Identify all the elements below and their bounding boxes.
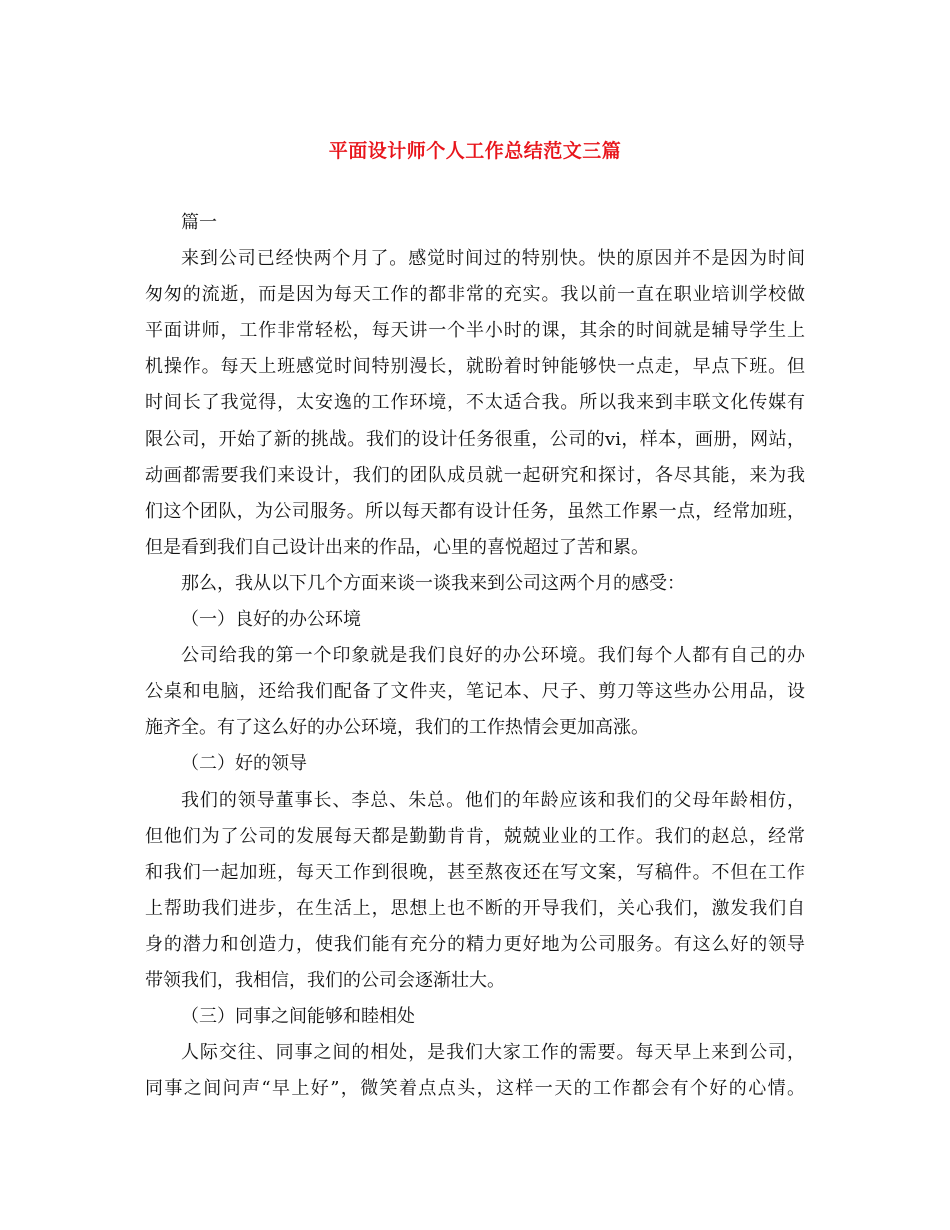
paragraph-line: 们这个团队，为公司服务。所以每天都有设计任务，虽然工作累一点，经常加班， bbox=[145, 500, 805, 522]
paragraph-line: 带领我们，我相信，我们的公司会逐渐壮大。 bbox=[145, 969, 505, 991]
paragraph-line: 匆匆的流逝，而是因为每天工作的都非常的充实。我以前一直在职业培训学校做 bbox=[145, 284, 805, 306]
paragraph-line: 公桌和电脑，还给我们配备了文件夹，笔记本、尺子、剪刀等这些办公用品，设 bbox=[145, 681, 805, 703]
paragraph-line: 人际交往、同事之间的相处，是我们大家工作的需要。每天早上来到公司， bbox=[181, 1042, 805, 1064]
paragraph-line: 和我们一起加班，每天工作到很晚，甚至熬夜还在写文案，写稿件。不但在工作 bbox=[145, 861, 805, 883]
paragraph-line: 那么，我从以下几个方面来谈一谈我来到公司这两个月的感受： bbox=[181, 572, 685, 594]
paragraph-line: 身的潜力和创造力，使我们能有充分的精力更好地为公司服务。有这么好的领导 bbox=[145, 933, 805, 955]
paragraph-line: 公司给我的第一个印象就是我们良好的办公环境。我们每个人都有自己的办 bbox=[181, 645, 805, 667]
paragraph-line: 我们的领导董事长、李总、朱总。他们的年龄应该和我们的父母年龄相仿， bbox=[181, 789, 805, 811]
document-body bbox=[145, 205, 805, 1107]
paragraph-line: 来到公司已经快两个月了。感觉时间过的特别快。快的原因并不是因为时间 bbox=[181, 248, 805, 270]
subsection-heading: （二）好的领导 bbox=[181, 753, 307, 775]
subsection-heading: （一）良好的办公环境 bbox=[181, 609, 361, 631]
document-title: 平面设计师个人工作总结范文三篇 bbox=[328, 140, 622, 162]
paragraph-line: 动画都需要我们来设计，我们的团队成员就一起研究和探讨，各尽其能，来为我 bbox=[145, 464, 805, 486]
paragraph-line: 时间长了我觉得，太安逸的工作环境，不太适合我。所以我来到丰联文化传媒有 bbox=[145, 392, 805, 414]
paragraph-line: 但是看到我们自己设计出来的作品，心里的喜悦超过了苦和累。 bbox=[145, 536, 649, 558]
paragraph-line: 平面讲师，工作非常轻松，每天讲一个半小时的课，其余的时间就是辅导学生上 bbox=[145, 320, 805, 342]
paragraph-line: 限公司，开始了新的挑战。我们的设计任务很重，公司的vi，样本，画册，网站， bbox=[145, 428, 805, 450]
section-heading-part-one: 篇一 bbox=[181, 212, 217, 233]
paragraph-line: 施齐全。有了这么好的办公环境，我们的工作热情会更加高涨。 bbox=[145, 717, 649, 739]
paragraph-line: 同事之间问声“早上好”，微笑着点点头，这样一天的工作都会有个好的心情。 bbox=[145, 1078, 805, 1100]
paragraph-line: 机操作。每天上班感觉时间特别漫长，就盼着时钟能够快一点走，早点下班。但 bbox=[145, 356, 805, 378]
paragraph-line: 但他们为了公司的发展每天都是勤勤肯肯，兢兢业业的工作。我们的赵总，经常 bbox=[145, 825, 805, 847]
subsection-heading: （三）同事之间能够和睦相处 bbox=[181, 1006, 415, 1028]
paragraph-line: 上帮助我们进步，在生活上，思想上也不断的开导我们，关心我们，激发我们自 bbox=[145, 897, 805, 919]
